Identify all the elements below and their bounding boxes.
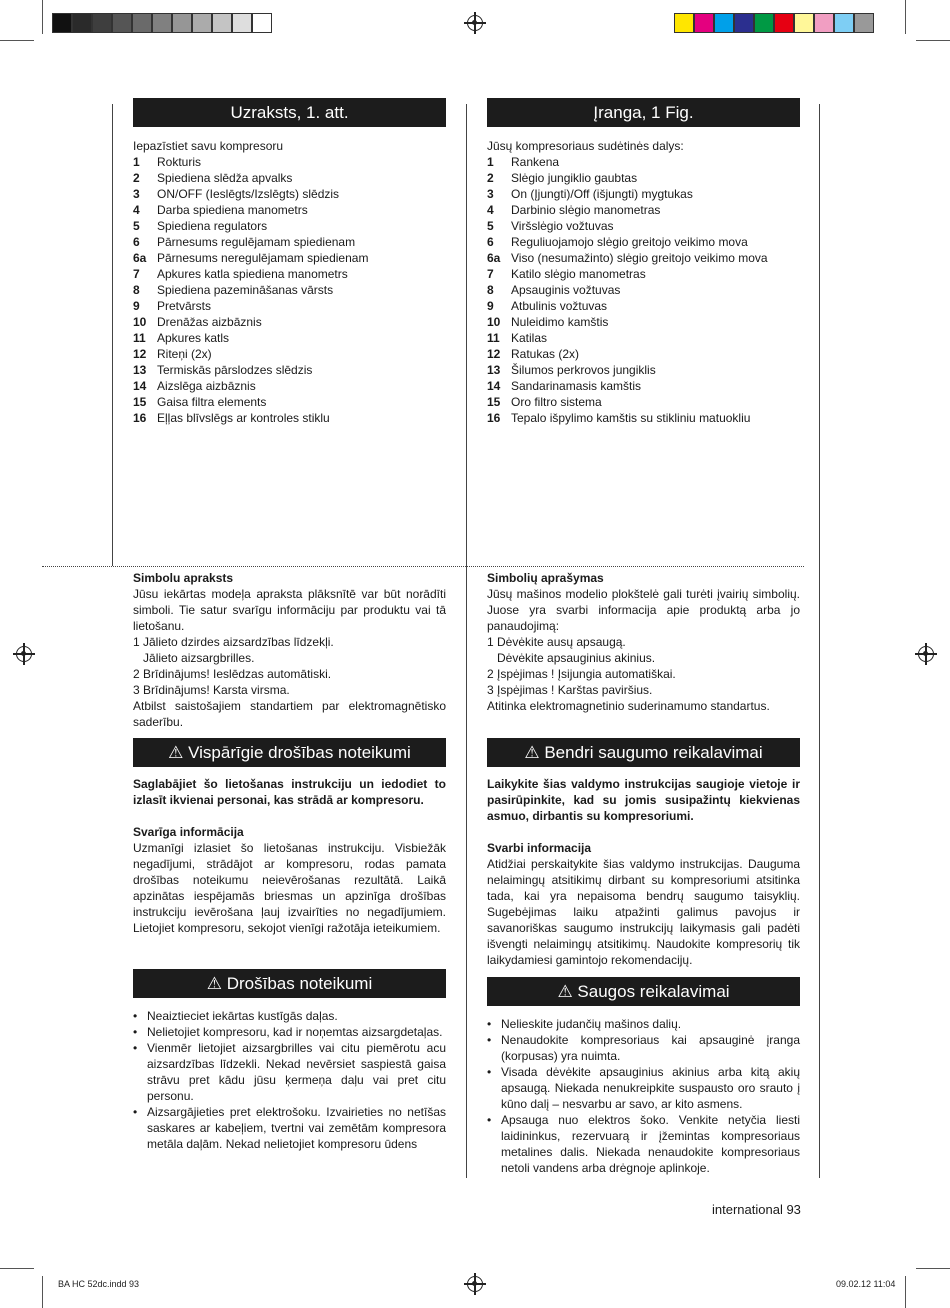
part-number: 4 — [133, 203, 140, 217]
part-label: Oro filtro sistema — [511, 395, 602, 409]
part-number: 10 — [133, 315, 147, 329]
part-number: 6 — [487, 235, 494, 249]
part-label: Viršslėgio vožtuvas — [511, 219, 614, 233]
bullet-text: Vienmēr lietojiet aizsargbrilles vai citu piemērotu acu aizsardzības līdzekli. Nekad nevērsiet saspiestā gaisa strāvu pret kādu jūsu ķermeņa daļu vai pret citu personu. — [147, 1041, 446, 1103]
part-number: 7 — [487, 267, 494, 281]
part-number: 11 — [487, 331, 500, 345]
part-label: Rankena — [511, 155, 560, 169]
right-parts-section — [487, 98, 800, 426]
part-item — [487, 234, 800, 250]
bullet-icon: • — [133, 1009, 138, 1023]
symbol-line: 2 Įspėjimas ! Įsijungia automatiškai. — [487, 667, 676, 681]
color-swatch — [232, 13, 252, 33]
left-important-text: Uzmanīgi izlasiet šo lietošanas instrukciju. Visbiežāk negadījumi, strādājot ar kompresoru, rodas pamata drošības noteikumu neievērošanas rezultātā. Laikā apzinātas iespējamās briesmas un apzinīga drošības instrukciju ievērošana ļauj izvairīties no negadījumiem. Lietojiet kompresoru, sekojot vienīgi ražotāja ieteikumiem. — [133, 841, 446, 935]
part-number: 3 — [133, 187, 140, 201]
crop-mark — [916, 40, 950, 41]
part-label: Aizslēga aizbāznis — [157, 379, 256, 393]
part-number: 13 — [133, 363, 147, 377]
part-item — [487, 282, 800, 298]
bullet-icon: • — [133, 1105, 138, 1119]
part-item — [487, 330, 800, 346]
crop-mark — [905, 0, 906, 34]
part-number: 1 — [487, 155, 494, 169]
part-label: Riteņi (2x) — [157, 347, 212, 361]
color-swatch — [52, 13, 72, 33]
part-label: Nuleidimo kamštis — [511, 315, 609, 329]
part-number: 2 — [133, 171, 140, 185]
right-parts-heading: Įranga, 1 Fig. — [487, 98, 800, 127]
part-number: 16 — [133, 411, 147, 425]
crop-mark — [0, 1268, 34, 1269]
left-safety-heading: ⚠ Drošības noteikumi — [133, 969, 446, 998]
part-label: Pārnesums regulējamam spiedienam — [157, 235, 356, 249]
right-general-heading: ⚠ Bendri saugumo reikalavimai — [487, 738, 800, 767]
page-number: international 93 — [712, 1202, 801, 1217]
part-item — [487, 154, 800, 170]
registration-mark-icon — [918, 646, 934, 662]
part-number: 13 — [487, 363, 501, 377]
safety-bullet — [133, 1024, 446, 1040]
grayscale-color-bar — [52, 13, 272, 33]
part-item — [487, 410, 800, 426]
right-symbols-title: Simbolių aprašymas — [487, 571, 604, 585]
part-item — [133, 314, 446, 330]
part-number: 12 — [487, 347, 501, 361]
process-color-bar — [674, 13, 874, 33]
symbol-line: 2 Brīdinājums! Ieslēdzas automātiski. — [133, 667, 332, 681]
left-general-heading: ⚠ Vispārīgie drošības noteikumi — [133, 738, 446, 767]
part-item — [133, 378, 446, 394]
part-item — [133, 154, 446, 170]
color-swatch — [132, 13, 152, 33]
part-label: Apsauginis vožtuvas — [511, 283, 621, 297]
part-item — [487, 186, 800, 202]
part-label: Apkures katls — [157, 331, 230, 345]
left-parts-section — [133, 98, 446, 426]
symbol-line: 3 Brīdinājums! Karsta virsma. — [133, 683, 290, 697]
part-number: 11 — [133, 331, 146, 345]
symbol-line: Atbilst saistošajiem standartiem par elektromagnētisko saderību. — [133, 699, 450, 729]
part-item — [133, 186, 446, 202]
color-swatch — [152, 13, 172, 33]
file-slug: BA HC 52dc.indd 93 — [58, 1279, 140, 1289]
color-swatch — [714, 13, 734, 33]
right-lower-section — [487, 570, 804, 1176]
part-label: Spiediena regulators — [157, 219, 268, 233]
crop-mark — [42, 1276, 43, 1308]
part-item — [487, 218, 800, 234]
part-label: Termiskās pārslodzes slēdzis — [157, 363, 313, 377]
left-symbols-text — [133, 586, 450, 730]
registration-mark-icon — [16, 646, 32, 662]
part-item — [133, 202, 446, 218]
part-item — [133, 282, 446, 298]
color-swatch — [734, 13, 754, 33]
registration-mark-icon — [467, 1276, 483, 1292]
part-label: Ratukas (2x) — [511, 347, 580, 361]
bullet-text: Aizsargājieties pret elektrošoku. Izvairieties no netīšas saskares ar kabeļiem, tvertni vai zemētām kompresora metāla daļām. Nekad nelietojiet kompresoru ūdens — [147, 1105, 446, 1151]
part-number: 9 — [487, 299, 494, 313]
bullet-icon: • — [133, 1025, 138, 1039]
bullet-icon: • — [487, 1017, 492, 1031]
bullet-icon: • — [133, 1041, 138, 1055]
part-item — [487, 266, 800, 282]
part-item — [133, 362, 446, 378]
part-item — [133, 330, 446, 346]
right-general-bold: Laikykite šias valdymo instrukcijas saugioje vietoje ir pasirūpinkite, kad su jomis susipažintų kiekvienas asmuo, dirbantis su kompresoriumi. — [487, 777, 800, 823]
symbol-line: 1 Jālieto dzirdes aizsardzības līdzekļi. — [133, 635, 334, 649]
part-number: 14 — [487, 379, 501, 393]
part-item — [133, 250, 446, 266]
right-parts-intro: Jūsų kompresoriaus sudėtinės dalys: — [487, 139, 684, 153]
safety-bullet — [487, 1064, 800, 1112]
part-item — [487, 170, 800, 186]
part-number: 2 — [487, 171, 494, 185]
part-item — [133, 298, 446, 314]
safety-bullet — [133, 1104, 446, 1152]
safety-bullet — [133, 1040, 446, 1104]
left-symbols-title: Simbolu apraksts — [133, 571, 234, 585]
part-label: Pārnesums neregulējamam spiedienam — [157, 251, 369, 265]
part-label: Katilas — [511, 331, 548, 345]
part-number: 12 — [133, 347, 147, 361]
part-label: Reguliuojamojo slėgio greitojo veikimo mova — [511, 235, 748, 249]
left-parts-list — [133, 154, 446, 426]
bullet-text: Nelieskite judančių mašinos dalių. — [501, 1017, 682, 1031]
right-symbols-text — [487, 586, 804, 714]
part-label: Apkures katla spiediena manometrs — [157, 267, 348, 281]
color-swatch — [112, 13, 132, 33]
part-label: Šilumos perkrovos jungiklis — [511, 363, 656, 377]
bullet-icon: • — [487, 1033, 492, 1047]
symbol-line: Jūsų mašinos modelio plokštelė gali turėti įvairių simbolių. Juose yra svarbi informacija apie produktą arba jo panaudojimą: — [487, 587, 804, 633]
part-label: Viso (nesumažinto) slėgio greitojo veikimo mova — [511, 251, 768, 265]
left-important-title: Svarīga informācija — [133, 825, 244, 839]
part-label: ON/OFF (Ieslēgts/Izslēgts) slēdzis — [157, 187, 340, 201]
part-number: 1 — [133, 155, 140, 169]
part-number: 9 — [133, 299, 140, 313]
part-label: Pretvārsts — [157, 299, 212, 313]
color-swatch — [814, 13, 834, 33]
section-divider — [42, 566, 804, 567]
crop-mark — [42, 0, 43, 34]
part-item — [487, 378, 800, 394]
crop-mark — [0, 40, 34, 41]
part-number: 3 — [487, 187, 494, 201]
color-swatch — [794, 13, 814, 33]
part-item — [133, 234, 446, 250]
part-label: Tepalo išpylimo kamštis su stikliniu matuokliu — [511, 411, 751, 425]
left-general-bold: Saglabājiet šo lietošanas instrukciju un iedodiet to izlasīt ikvienai personai, kas strādā ar kompresoru. — [133, 777, 446, 807]
part-label: Darbinio slėgio manometras — [511, 203, 661, 217]
part-number: 8 — [487, 283, 494, 297]
part-label: Slėgio jungiklio gaubtas — [511, 171, 638, 185]
symbol-line: Jālieto aizsargbrilles. — [133, 651, 255, 665]
part-number: 16 — [487, 411, 501, 425]
part-label: Eļļas blīvslēgs ar kontroles stiklu — [157, 411, 330, 425]
part-label: Spiediena pazemināšanas vārsts — [157, 283, 334, 297]
part-number: 6 — [133, 235, 140, 249]
part-item — [487, 202, 800, 218]
safety-bullet — [487, 1016, 800, 1032]
part-item — [133, 170, 446, 186]
bullet-text: Nenaudokite kompresoriaus kai apsauginė įranga (korpusas) yra nuimta. — [501, 1033, 800, 1063]
part-item — [133, 394, 446, 410]
color-swatch — [854, 13, 874, 33]
right-parts-list — [487, 154, 800, 426]
crop-mark — [916, 1268, 950, 1269]
part-item — [133, 410, 446, 426]
right-important-title: Svarbi informacija — [487, 841, 592, 855]
right-safety-list — [487, 1016, 800, 1176]
part-number: 15 — [133, 395, 147, 409]
safety-bullet — [487, 1112, 800, 1176]
bullet-icon: • — [487, 1065, 492, 1079]
symbol-line: 3 Įspėjimas ! Karštas paviršius. — [487, 683, 653, 697]
color-swatch — [172, 13, 192, 33]
part-label: Katilo slėgio manometras — [511, 267, 646, 281]
bullet-text: Visada dėvėkite apsauginius akinius arba kitą akių apsaugą. Niekada nenukreipkite suspausto oro srauto į kūno dalį – nesvarbu ar savo, ar kito asmens. — [501, 1065, 800, 1111]
part-item — [487, 314, 800, 330]
symbol-line: Atitinka elektromagnetinio suderinamumo standartus. — [487, 699, 770, 713]
part-label: Rokturis — [157, 155, 202, 169]
part-item — [487, 394, 800, 410]
color-swatch — [252, 13, 272, 33]
color-swatch — [92, 13, 112, 33]
part-label: Spiediena slēdža apvalks — [157, 171, 293, 185]
part-number: 5 — [133, 219, 140, 233]
part-number: 7 — [133, 267, 140, 281]
registration-mark-icon — [467, 15, 483, 31]
left-parts-intro: Iepazīstiet savu kompresoru — [133, 139, 284, 153]
color-swatch — [834, 13, 854, 33]
left-parts-heading: Uzraksts, 1. att. — [133, 98, 446, 127]
part-label: Darba spiediena manometrs — [157, 203, 308, 217]
bullet-text: Neaiztieciet iekārtas kustīgās daļas. — [147, 1009, 338, 1023]
part-item — [487, 362, 800, 378]
part-label: Drenāžas aizbāznis — [157, 315, 262, 329]
color-swatch — [694, 13, 714, 33]
color-swatch — [192, 13, 212, 33]
color-swatch — [774, 13, 794, 33]
safety-bullet — [133, 1008, 446, 1024]
date-stamp: 09.02.12 11:04 — [836, 1279, 896, 1289]
right-safety-heading: ⚠ Saugos reikalavimai — [487, 977, 800, 1006]
bullet-text: Apsauga nuo elektros šoko. Venkite netyčia liesti laidininkus, rezervuarą ir įžemintas kompresoriaus metalines dalis. Niekada nenaudokite kompresoriaus netoli vandens arba drėgnoje aplinkoje. — [501, 1113, 800, 1175]
bullet-icon: • — [487, 1113, 492, 1127]
bullet-text: Nelietojiet kompresoru, kad ir noņemtas aizsargdetaļas. — [147, 1025, 443, 1039]
part-number: 4 — [487, 203, 494, 217]
color-swatch — [212, 13, 232, 33]
safety-bullet — [487, 1032, 800, 1064]
part-label: Gaisa filtra elements — [157, 395, 267, 409]
column-rule — [112, 104, 113, 566]
part-label: Atbulinis vožtuvas — [511, 299, 608, 313]
part-number: 5 — [487, 219, 494, 233]
left-safety-list — [133, 1008, 446, 1152]
part-number: 14 — [133, 379, 147, 393]
part-number: 15 — [487, 395, 501, 409]
color-swatch — [674, 13, 694, 33]
part-item — [133, 346, 446, 362]
right-important-text: Atidžiai perskaitykite šias valdymo instrukcijas. Dauguma nelaimingų atsitikimų dirbant su kompresoriumi atsitinka tada, kai yra nepaisoma bendrų saugumo taisyklių. Sugebėjimas laiku atpažinti galimus pavojus ir savanoriškas saugumo instrukcijų laikymasis gali padėti išvengti nelaimingų atsitikimų. Naudokite kompresorių tik laikydamiesi gamintojo rekomendacijų. — [487, 857, 800, 967]
part-number: 6a — [487, 251, 501, 265]
symbol-line: Dėvėkite apsauginius akinius. — [487, 651, 656, 665]
color-swatch — [754, 13, 774, 33]
crop-mark — [905, 1276, 906, 1308]
symbol-line: Jūsu iekārtas modeļa apraksta plāksnītē var būt norādīti simboli. Tie satur svarīgu informāciju par produktu vai tā lietošanu. — [133, 587, 450, 633]
left-lower-section — [133, 570, 450, 1152]
column-rule — [466, 104, 467, 1178]
part-number: 10 — [487, 315, 501, 329]
part-item — [487, 250, 800, 266]
part-item — [487, 298, 800, 314]
part-number: 6a — [133, 251, 147, 265]
column-rule — [819, 104, 820, 1178]
part-item — [133, 266, 446, 282]
part-label: On (Įjungti)/Off (išjungti) mygtukas — [511, 187, 693, 201]
part-item — [133, 218, 446, 234]
part-number: 8 — [133, 283, 140, 297]
symbol-line: 1 Dėvėkite ausų apsaugą. — [487, 635, 626, 649]
part-label: Sandarinamasis kamštis — [511, 379, 642, 393]
part-item — [487, 346, 800, 362]
color-swatch — [72, 13, 92, 33]
